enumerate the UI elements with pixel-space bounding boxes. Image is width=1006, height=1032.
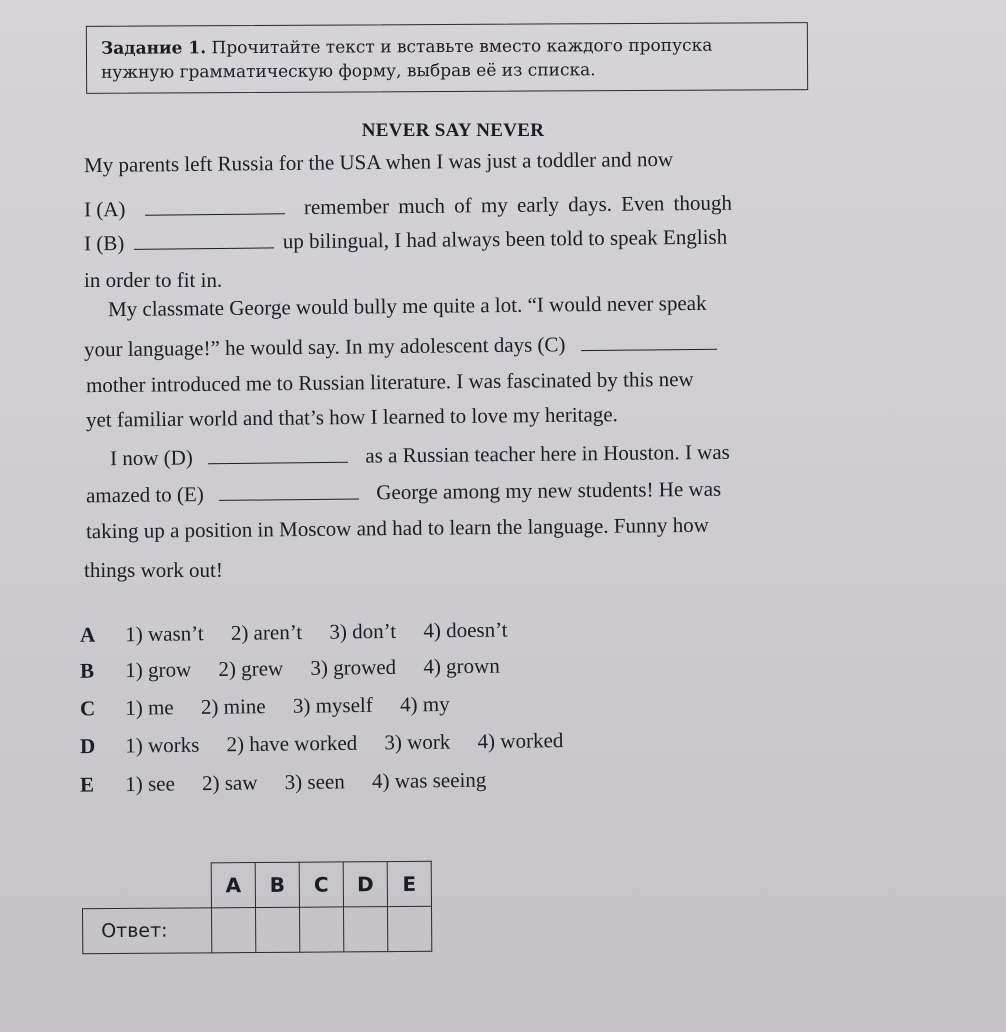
- options-row-e: [80, 767, 509, 797]
- text-line-12: things work out!: [84, 558, 223, 582]
- answer-cell-e[interactable]: [387, 906, 431, 951]
- gap-label-c: your language!” he would say. In my adolescent days (C): [83, 332, 566, 362]
- text-line-2: [84, 191, 732, 223]
- options-row-d: [80, 728, 586, 759]
- option-d-4[interactable]: 4) worked: [477, 728, 564, 754]
- options-row-c: [80, 692, 472, 722]
- gap-blank-e[interactable]: [219, 482, 359, 500]
- answer-column-c: C: [299, 862, 343, 907]
- option-b-2[interactable]: 2) grew: [218, 656, 284, 682]
- text-line-3: [84, 225, 727, 257]
- text-line-8: yet familiar world and that’s how I learned to love my heritage.: [85, 402, 618, 432]
- text-title: NEVER SAY NEVER: [361, 120, 545, 141]
- text-line-2-rest: remember much of my early days. Even though: [303, 190, 733, 220]
- answer-table: [82, 861, 433, 954]
- option-e-4[interactable]: 4) was seeing: [371, 767, 487, 794]
- gap-label-d: I now (D): [109, 445, 193, 471]
- option-letter-e: E: [79, 772, 95, 797]
- answer-cell-d[interactable]: [343, 907, 387, 952]
- answer-cell-a[interactable]: [212, 908, 256, 953]
- answer-column-e: E: [387, 861, 431, 906]
- option-c-4[interactable]: 4) my: [399, 691, 450, 717]
- option-b-1[interactable]: 1) grow: [125, 657, 192, 683]
- option-letter-c: C: [79, 696, 96, 721]
- option-c-1[interactable]: 1) me: [125, 695, 174, 720]
- gap-blank-d[interactable]: [208, 446, 348, 464]
- answer-column-a: A: [211, 863, 255, 908]
- option-letter-b: B: [79, 658, 95, 683]
- answer-header-row: [82, 861, 431, 908]
- text-line-7: mother introduced me to Russian literature. I was fascinated by this new: [85, 366, 694, 398]
- task-instruction-box: [86, 22, 808, 94]
- answer-column-b: B: [255, 862, 299, 907]
- gap-label-b: I (B): [83, 230, 125, 256]
- text-line-10: [86, 477, 721, 509]
- task-instruction-line1: Прочитайте текст и вставьте вместо каждого пропуска: [211, 35, 713, 59]
- option-letter-a: A: [79, 622, 96, 647]
- gap-blank-b[interactable]: [133, 231, 273, 249]
- option-a-3[interactable]: 3) don’t: [329, 618, 397, 644]
- options-row-b: [80, 653, 522, 683]
- text-line-9: [110, 440, 730, 471]
- option-b-4[interactable]: 4) grown: [423, 653, 500, 679]
- option-c-2[interactable]: 2) mine: [200, 694, 266, 719]
- answer-cell-b[interactable]: [256, 907, 300, 952]
- option-a-4[interactable]: 4) doesn’t: [423, 617, 508, 643]
- text-line-5: My classmate George would bully me quite a lot. “I would never speak: [107, 290, 707, 322]
- text-line-6: [84, 331, 721, 363]
- option-e-2[interactable]: 2) saw: [201, 770, 258, 796]
- option-a-1[interactable]: 1) wasn’t: [125, 621, 204, 647]
- text-line-1: My parents left Russia for the USA when I was just a toddler and now: [83, 146, 674, 178]
- option-a-2[interactable]: 2) aren’t: [230, 620, 303, 645]
- option-b-3[interactable]: 3) growed: [310, 654, 397, 680]
- answer-table-corner: [82, 863, 211, 909]
- text-line-3-rest: up bilingual, I had always been told to speak English: [282, 224, 728, 254]
- gap-blank-a[interactable]: [145, 197, 285, 215]
- task-heading: Задание 1.: [100, 38, 207, 59]
- text-line-9-rest: as a Russian teacher here in Houston. I was: [365, 439, 730, 468]
- text-line-11: taking up a position in Moscow and had to learn the language. Funny how: [85, 512, 710, 544]
- task-instruction-line2: нужную грамматическую форму, выбрав её из списка.: [101, 60, 596, 83]
- option-e-3[interactable]: 3) seen: [284, 769, 345, 795]
- option-d-1[interactable]: 1) works: [125, 732, 200, 758]
- answer-input-row: [83, 906, 432, 953]
- text-line-10-rest: George among my new students! He was: [376, 476, 722, 505]
- answer-label: Ответ:: [83, 908, 212, 954]
- gap-blank-c[interactable]: [581, 333, 717, 351]
- option-e-1[interactable]: 1) see: [125, 771, 175, 797]
- options-row-a: [80, 617, 530, 647]
- answer-cell-c[interactable]: [299, 907, 343, 952]
- option-d-3[interactable]: 3) work: [384, 729, 451, 755]
- gap-label-a: I (A): [83, 196, 126, 222]
- text-line-4: in order to fit in.: [84, 268, 223, 292]
- option-d-2[interactable]: 2) have worked: [226, 730, 358, 757]
- answer-column-d: D: [343, 862, 387, 907]
- option-letter-d: D: [79, 733, 96, 759]
- option-c-3[interactable]: 3) myself: [292, 692, 373, 718]
- gap-label-e: amazed to (E): [85, 482, 204, 508]
